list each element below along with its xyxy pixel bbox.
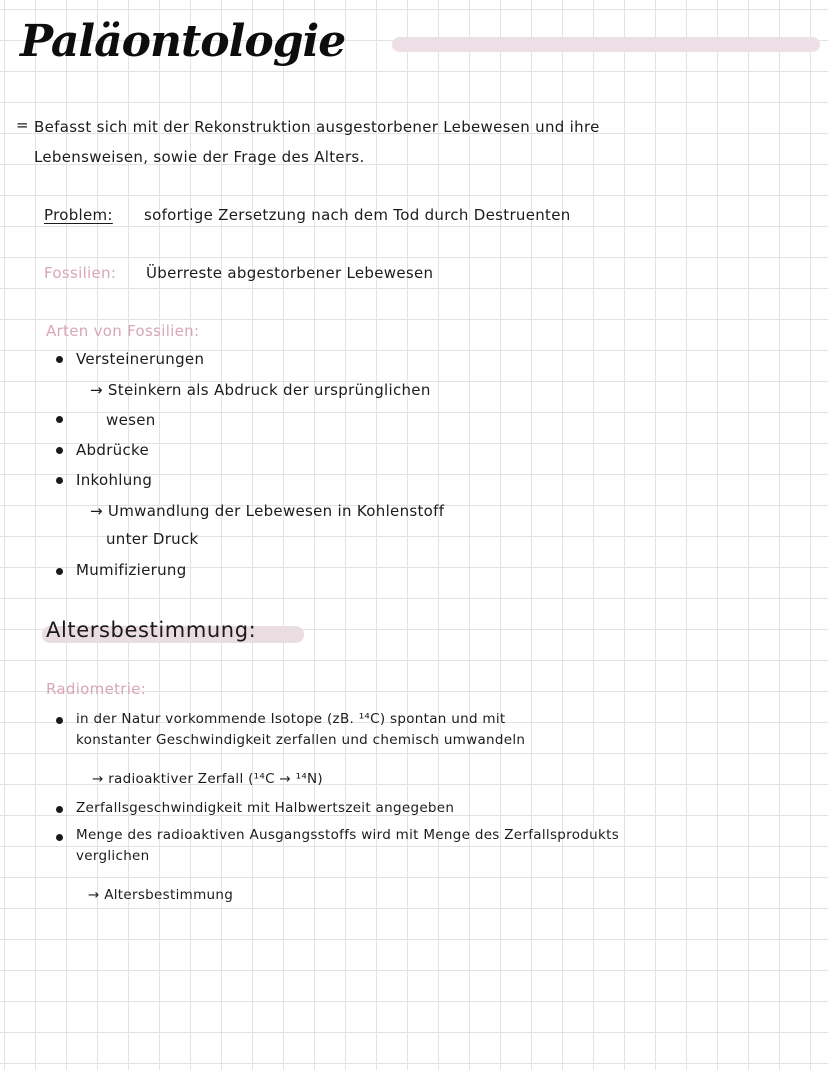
intro-line-2: Lebensweisen, sowie der Frage des Alters.: [34, 148, 365, 166]
bullet-icon: [56, 717, 63, 724]
radiometrie-line: Menge des radioaktiven Ausgangsstoffs wird mit Menge des Zerfallsprodukts: [76, 827, 620, 843]
bullet-icon: [56, 806, 63, 813]
radiometrie-line: Zerfallsgeschwindigkeit mit Halbwertszeit angegeben: [76, 800, 455, 816]
arten-item: Abdrücke: [76, 441, 150, 459]
fossilien-label: Fossilien:: [44, 264, 117, 282]
altersbestimmung-heading: Altersbestimmung:: [46, 618, 257, 642]
bullet-icon: [56, 834, 63, 841]
arten-item: → Steinkern als Abdruck der ursprünglichen: [90, 381, 431, 399]
bullet-icon: [56, 416, 63, 423]
arten-heading: Arten von Fossilien:: [46, 322, 200, 340]
arten-item: Mumifizierung: [76, 561, 187, 579]
radiometrie-line: → Altersbestimmung: [88, 887, 234, 903]
problem-text: sofortige Zersetzung nach dem Tod durch Destruenten: [144, 206, 571, 224]
arten-item: → Umwandlung der Lebewesen in Kohlenstoff: [90, 502, 445, 520]
bullet-icon: [56, 356, 63, 363]
radiometrie-line: verglichen: [76, 848, 150, 864]
bullet-icon: [56, 568, 63, 575]
intro-marker: =: [16, 116, 29, 134]
fossilien-text: Überreste abgestorbener Lebewesen: [146, 264, 434, 282]
intro-line-1: Befasst sich mit der Rekonstruktion ausgestorbener Lebewesen und ihre: [34, 118, 600, 136]
arten-item: unter Druck: [106, 530, 199, 548]
radiometrie-line: in der Natur vorkommende Isotope (zB. ¹⁴C) spontan und mit: [76, 711, 506, 727]
radiometrie-line: konstanter Geschwindigkeit zerfallen und chemisch umwandeln: [76, 732, 526, 748]
radiometrie-line: → radioaktiver Zerfall (¹⁴C → ¹⁴N): [92, 771, 323, 787]
problem-label: Problem:: [44, 206, 113, 224]
arten-item: Inkohlung: [76, 471, 153, 489]
title-highlight: [392, 37, 820, 52]
bullet-icon: [56, 477, 63, 484]
arten-item: wesen: [106, 411, 156, 429]
bullet-icon: [56, 447, 63, 454]
arten-item: Versteinerungen: [76, 350, 205, 368]
radiometrie-label: Radiometrie:: [46, 680, 147, 698]
page-title: Paläontologie: [20, 16, 346, 67]
